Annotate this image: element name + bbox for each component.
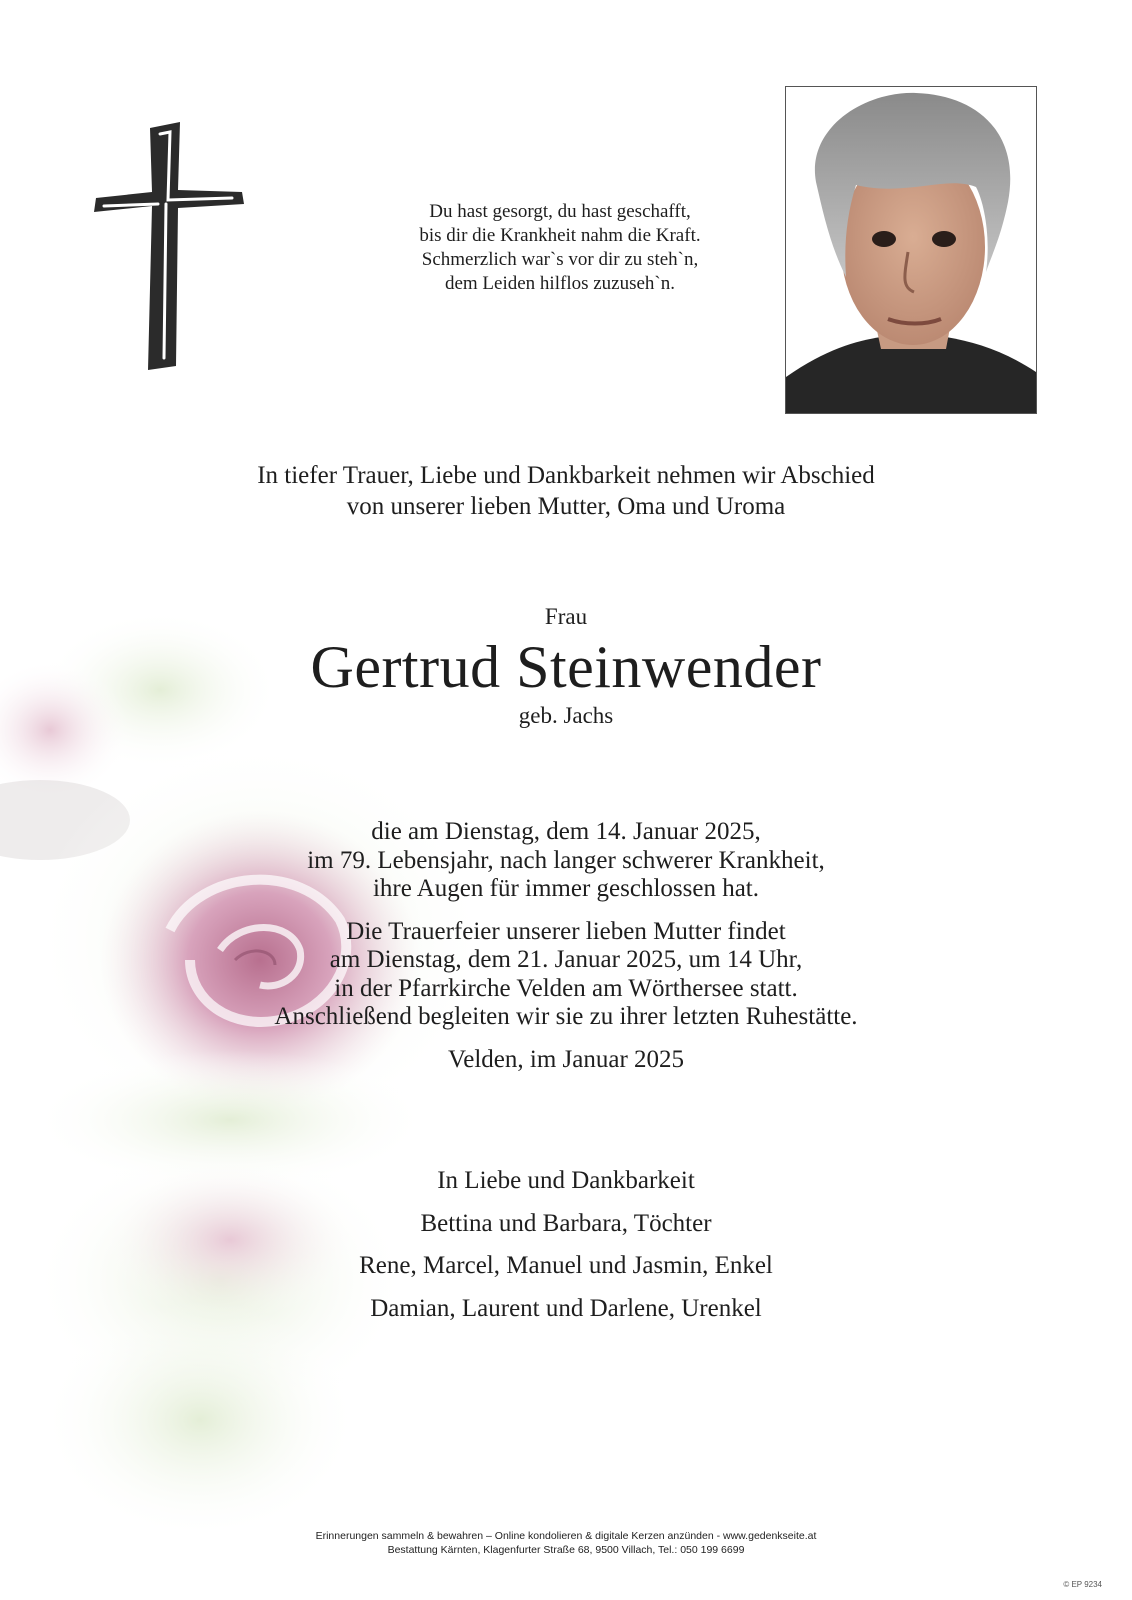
footer-line-2: Bestattung Kärnten, Klagenfurter Straße 68, 9500 Villach, Tel.: 050 199 6699 — [387, 1543, 745, 1556]
funeral-line: Anschließend begleiten wir sie zu ihrer letzten Ruhestätte. — [274, 1003, 858, 1030]
poem-line: Schmerzlich war`s vor dir zu steh`n, — [421, 249, 699, 270]
notice-body — [166, 818, 966, 1074]
deceased-name: Gertrud Steinwender — [310, 634, 822, 700]
mourner-line: Rene, Marcel, Manuel und Jasmin, Enkel — [359, 1252, 773, 1279]
mourner-line: Bettina und Barbara, Töchter — [420, 1209, 712, 1237]
rose-illustration — [0, 600, 480, 1600]
footer-line-1: Erinnerungen sammeln & bewahren – Online kondolieren & digitale Kerzen anzünden - www.gedenkseite.at — [315, 1530, 817, 1542]
closing-line: In Liebe und Dankbarkeit — [437, 1167, 695, 1194]
footer — [166, 1530, 966, 1557]
place-date: Velden, im Januar 2025 — [447, 1045, 685, 1073]
mourner-line: Damian, Laurent und Darlene, Urenkel — [370, 1294, 762, 1322]
document-code: © EP 9234 — [1063, 1580, 1102, 1589]
death-line: die am Dienstag, dem 14. Januar 2025, — [371, 818, 761, 845]
intro-line: In tiefer Trauer, Liebe und Dankbarkeit nehmen wir Abschied — [257, 462, 875, 489]
intro-line: von unserer lieben Mutter, Oma und Uroma — [346, 493, 786, 520]
poem-line: bis dir die Krankheit nahm die Kraft. — [419, 225, 701, 246]
farewell-intro — [160, 460, 972, 522]
poem-line: Du hast gesorgt, du hast geschafft, — [429, 201, 691, 222]
portrait-image — [786, 87, 1036, 413]
portrait-photo — [785, 86, 1037, 414]
poem-line: dem Leiden hilflos zuzuseh`n. — [444, 273, 676, 294]
death-line: ihre Augen für immer geschlossen hat. — [372, 875, 759, 902]
death-line: im 79. Lebensjahr, nach langer schwerer Krankheit, — [307, 846, 825, 874]
memorial-poem — [360, 200, 760, 296]
funeral-line: Die Trauerfeier unserer lieben Mutter findet — [346, 917, 786, 945]
mourners-signature — [166, 1160, 966, 1330]
funeral-line: in der Pfarrkirche Velden am Wörthersee statt. — [334, 974, 798, 1002]
funeral-line: am Dienstag, dem 21. Januar 2025, um 14 Uhr, — [329, 946, 803, 973]
cross-icon — [92, 120, 252, 380]
name-prefix: Frau — [544, 604, 588, 629]
birth-name: geb. Jachs — [518, 703, 614, 728]
